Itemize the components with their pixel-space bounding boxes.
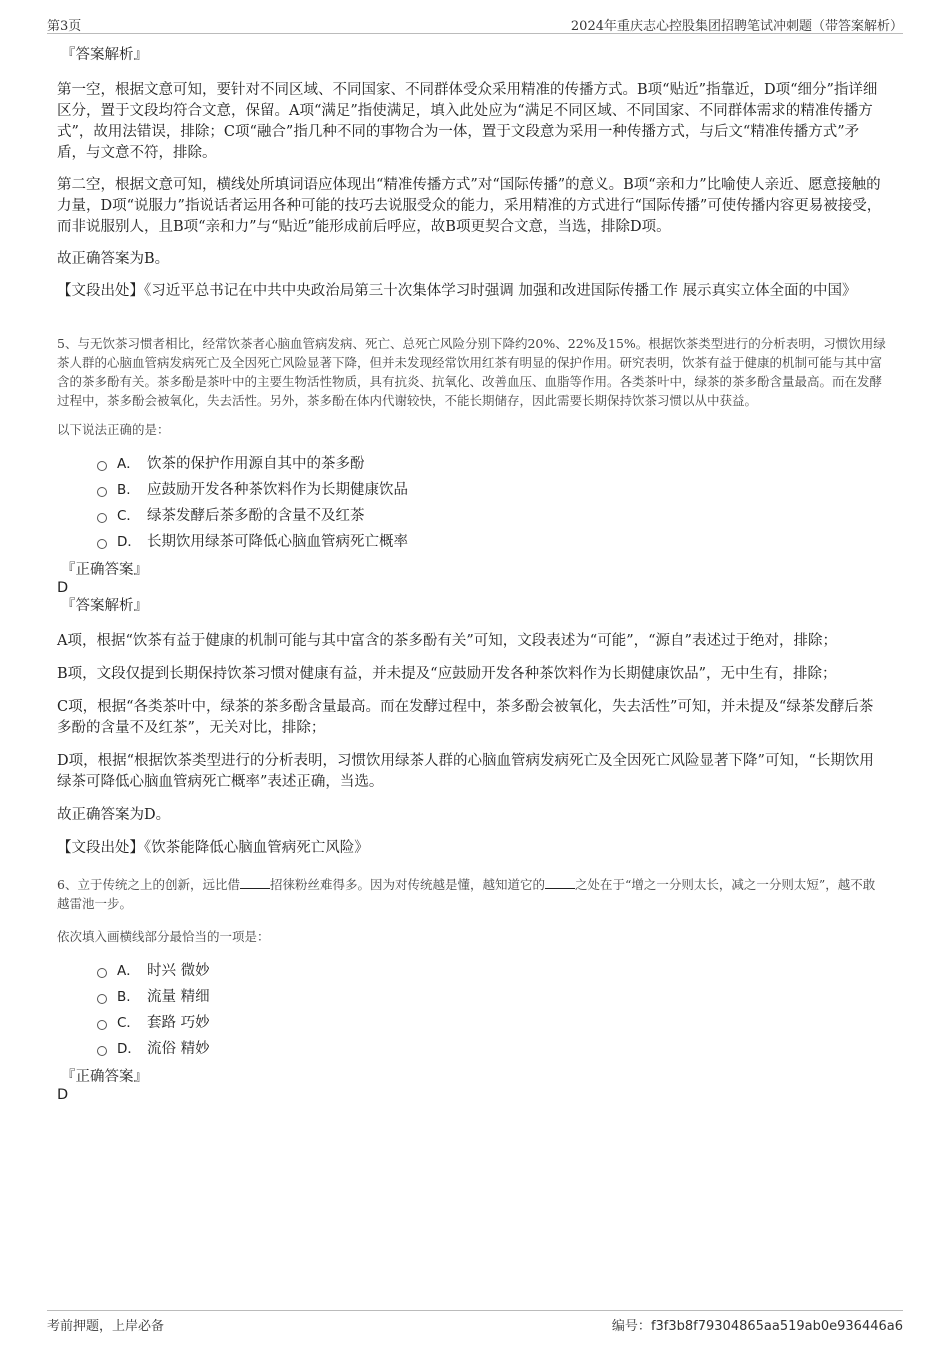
option-letter: D． <box>117 534 141 550</box>
q5-analysis-c: C项，根据“各类茶叶中，绿茶的茶多酚含量最高。而在发酵过程中，茶多酚会被氧化，失去活性”可知，并未提及“绿茶发酵后茶多酚的含量不及红茶”，无关对比，排除； <box>57 699 874 736</box>
q5-option-a[interactable] <box>97 451 887 477</box>
q5-option-d[interactable] <box>97 529 887 555</box>
option-text: 流量 精细 <box>147 989 210 1005</box>
q6-option-b[interactable] <box>97 984 887 1010</box>
radio-icon[interactable] <box>97 461 107 471</box>
q5-stem: 5、与无饮茶习惯者相比，经常饮茶者心脑血管病发病、死亡、总死亡风险分别下降约20%、22%及15%。根据饮茶类型进行的分析表明，习惯饮用绿茶人群的心脑血管病发病死亡及全因死亡风险显著下降，但并未发现经常饮用红茶有明显的保护作用。研究表明，饮茶有益于健康的机制可能与其中富含的茶多酚有关。茶多酚是茶叶中的主要生物活性物质，具有抗炎、抗氧化、改善血压、血脂等作用。各类茶叶中，绿茶的茶多酚含量最高。而在发酵过程中，茶多酚会被氧化，失去活性。另外，茶多酚在体内代谢较快，不能长期储存，因此需要长期保持饮茶习惯以从中获益。 <box>57 336 886 408</box>
footer-code <box>612 1315 903 1334</box>
q5-options <box>57 451 887 555</box>
option-text: 长期饮用绿茶可降低心脑血管病死亡概率 <box>147 534 408 550</box>
q5-prompt: 以下说法正确的是： <box>57 422 170 437</box>
fill-blank-2 <box>545 876 575 889</box>
q6-stem <box>57 875 887 913</box>
q5-option-b[interactable] <box>97 477 887 503</box>
option-letter: A． <box>117 963 140 979</box>
q6-answer: D <box>57 1087 69 1103</box>
radio-icon[interactable] <box>97 487 107 497</box>
q5-analysis-label: 『答案解析』 <box>61 598 148 614</box>
option-letter: B. <box>117 989 131 1005</box>
main-content <box>57 45 887 1104</box>
option-letter: B. <box>117 482 131 498</box>
page-number: 第3页 <box>47 19 82 34</box>
option-text: 时兴 微妙 <box>147 963 210 979</box>
fill-blank-1 <box>240 876 270 889</box>
q6-stem-part3: 之处在于“增之一分则太长，减之一分则太短”，越不敢越雷池一步。 <box>57 877 876 911</box>
footer-code-value: f3f3b8f79304865aa519ab0e936446a6 <box>650 1319 903 1334</box>
q4-analysis-para1: 第一空，根据文意可知，要针对不同区域、不同国家、不同群体受众采用精准的传播方式。B项“贴近”指靠近，D项“细分”指详细区分，置于文段均符合文意，保留。A项“满足”指使满足，填入此处应为“满足不同区域、不同国家、不同群体需求的精准传播方式”，故用法错误，排除；C项“融合”指几种不同的事物合为一体，置于文段意为采用一种传播方式，与后文“精准传播方式”矛盾，与文意不符，排除。 <box>57 82 878 161</box>
option-letter: C． <box>117 1015 140 1031</box>
radio-icon[interactable] <box>97 513 107 523</box>
option-letter: D． <box>117 1041 141 1057</box>
document-title: 2024年重庆志心控股集团招聘笔试冲刺题（带答案解析） <box>570 19 903 34</box>
q6-stem-part1: 6、立于传统之上的创新，远比借 <box>57 877 240 892</box>
q6-options <box>57 958 887 1062</box>
radio-icon[interactable] <box>97 1046 107 1056</box>
q4-conclusion: 故正确答案为B。 <box>57 251 170 267</box>
option-text: 应鼓励开发各种茶饮料作为长期健康饮品 <box>147 482 408 498</box>
radio-icon[interactable] <box>97 539 107 549</box>
q6-stem-part2: 招徕粉丝难得多。因为对传统越是懂，越知道它的 <box>269 877 545 892</box>
page-header <box>47 13 903 34</box>
footer-slogan: 考前押题，上岸必备 <box>47 1319 165 1334</box>
q6-option-c[interactable] <box>97 1010 887 1036</box>
q5-answer: D <box>57 580 69 596</box>
q5-answer-label: 『正确答案』 <box>61 562 148 578</box>
option-text: 流俗 精妙 <box>147 1041 210 1057</box>
q4-analysis-label: 『答案解析』 <box>61 47 148 63</box>
footer-code-label: 编号： <box>611 1319 651 1334</box>
q6-option-d[interactable] <box>97 1036 887 1062</box>
option-text: 套路 巧妙 <box>147 1015 210 1031</box>
option-text: 饮茶的保护作用源自其中的茶多酚 <box>147 456 365 472</box>
radio-icon[interactable] <box>97 968 107 978</box>
option-letter: A． <box>117 456 140 472</box>
q6-answer-label: 『正确答案』 <box>61 1069 148 1085</box>
q5-option-c[interactable] <box>97 503 887 529</box>
q5-analysis-d: D项，根据“根据饮茶类型进行的分析表明，习惯饮用绿茶人群的心脑血管病发病死亡及全因死亡风险显著下降”可知，“长期饮用绿茶可降低心脑血管病死亡概率”表述正确，当选。 <box>57 753 874 790</box>
option-letter: C． <box>117 508 140 524</box>
q5-source: 【文段出处】《饮茶能降低心脑血管病死亡风险》 <box>57 840 369 856</box>
radio-icon[interactable] <box>97 1020 107 1030</box>
radio-icon[interactable] <box>97 994 107 1004</box>
q6-prompt: 依次填入画横线部分最恰当的一项是： <box>57 929 270 944</box>
q4-source: 【文段出处】《习近平总书记在中共中央政治局第三十次集体学习时强调 加强和改进国际传播工作 展示真实立体全面的中国》 <box>57 283 857 299</box>
q5-analysis-a: A项，根据“饮茶有益于健康的机制可能与其中富含的茶多酚有关”可知，文段表述为“可能”，“源自”表述过于绝对，排除； <box>57 633 837 649</box>
q6-option-a[interactable] <box>97 958 887 984</box>
option-text: 绿茶发酵后茶多酚的含量不及红茶 <box>147 508 365 524</box>
q5-analysis-b: B项，文段仅提到长期保持饮茶习惯对健康有益，并未提及“应鼓励开发各种茶饮料作为长期健康饮品”，无中生有，排除； <box>57 666 837 682</box>
page-footer <box>47 1310 903 1333</box>
q5-conclusion: 故正确答案为D。 <box>57 807 171 823</box>
q4-analysis-para2: 第二空，根据文意可知，横线处所填词语应体现出“精准传播方式”对“国际传播”的意义。B项“亲和力”比喻使人亲近、愿意接触的力量，D项“说服力”指说话者运用各种可能的技巧去说服受众的能力，采用精准的方式进行“国际传播”可使传播内容更易被接受，而非说服别人，且B项“亲和力”与“贴近”能形成前后呼应，故B项更契合文意，当选，排除D项。 <box>57 177 882 235</box>
